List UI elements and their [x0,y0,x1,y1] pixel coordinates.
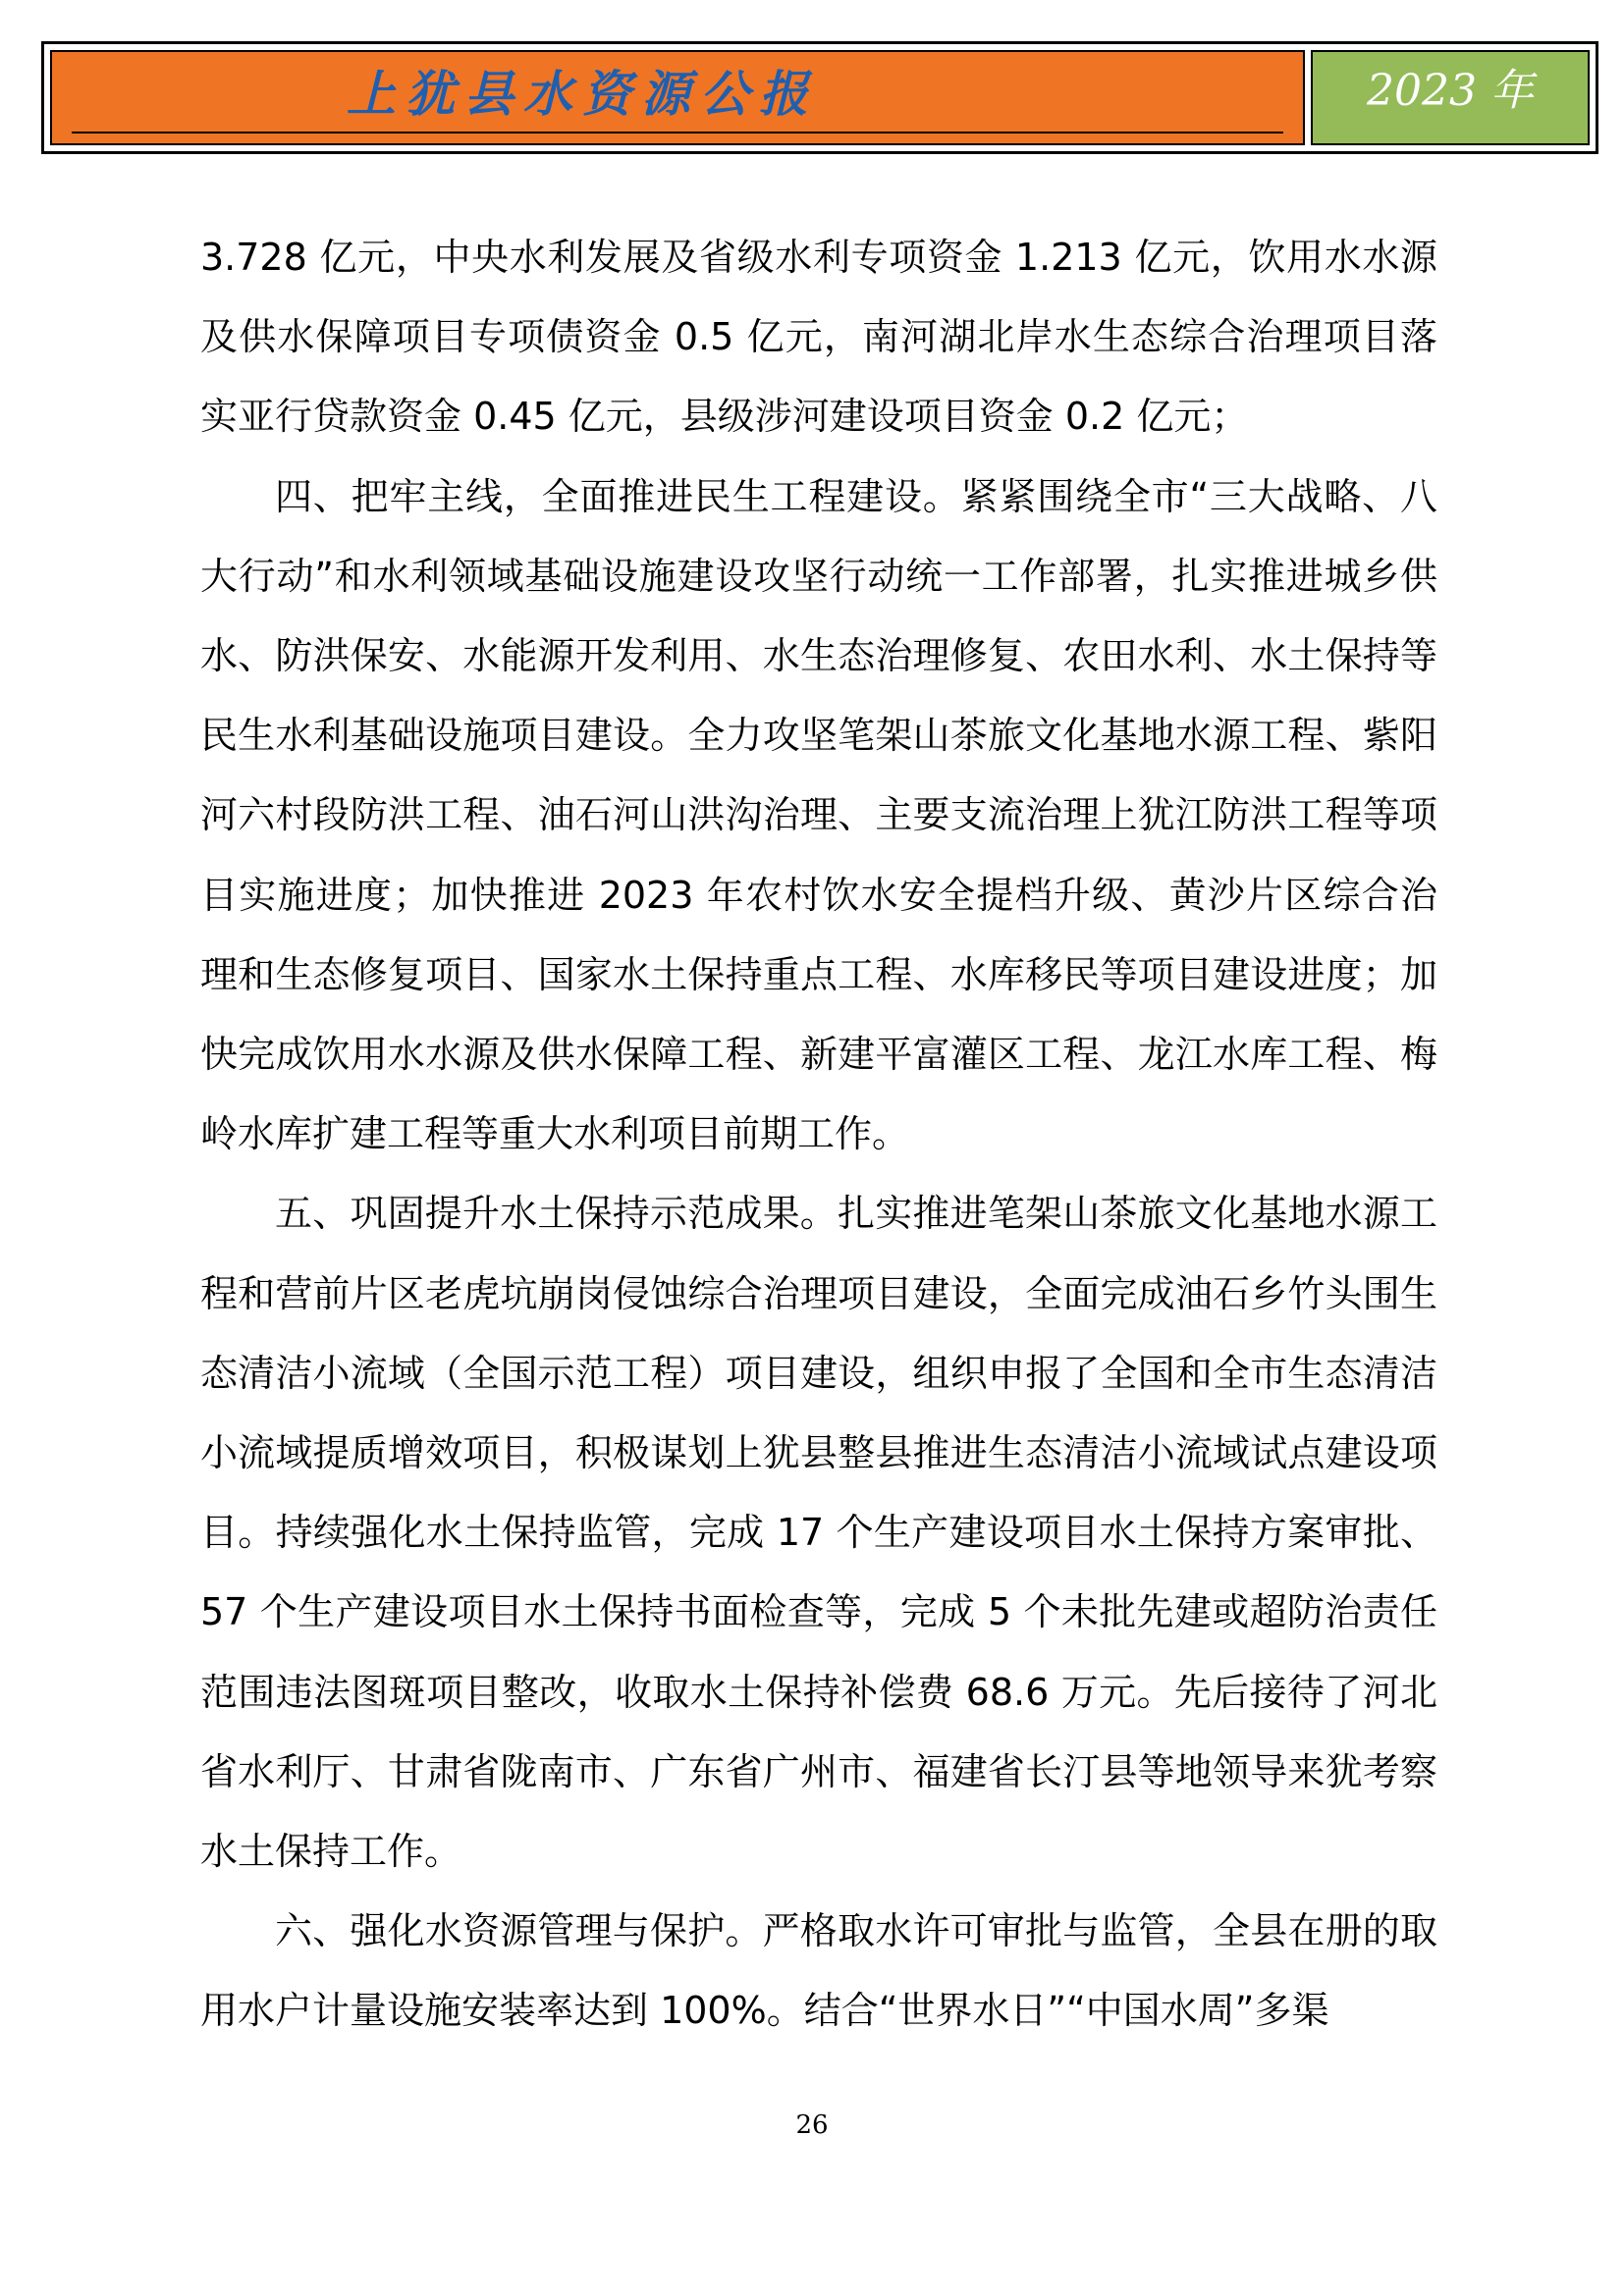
header-banner [41,41,1598,154]
header-inner [50,50,1590,145]
report-year: 2023 年 [1367,66,1534,116]
page-number: 26 [795,2110,829,2140]
year-box [1311,50,1590,145]
body-text [200,218,1437,2052]
paragraph-continued: 3.728 亿元，中央水利发展及省级水利专项资金 1.213 亿元，饮用水水源及供水保障项目专项债资金 0.5 亿元，南河湖北岸水生态综合治理项目落实亚行贷款资金 0.45 亿元，县级涉河建设项目资金 0.2 亿元； [200,236,1437,439]
title-underline [72,132,1283,133]
paragraph-section-4: 四、把牢主线，全面推进民生工程建设。紧紧围绕全市“三大战略、八大行动”和水利领域基础设施建设攻坚行动统一工作部署，扎实推进城乡供水、防洪保安、水能源开发利用、水生态治理修复、农田水利、水土保持等民生水利基础设施项目建设。全力攻坚笔架山茶旅文化基地水源工程、紫阳河六村段防洪工程、油石河山洪沟治理、主要支流治理上犹江防洪工程等项目实施进度；加快推进 2023 年农村饮水安全提档升级、黄沙片区综合治理和生态修复项目、国家水土保持重点工程、水库移民等项目建设进度；加快完成饮用水水源及供水保障工程、新建平富灌区工程、龙江水库工程、梅岭水库扩建工程等重大水利项目前期工作。 [200,474,1437,1156]
paragraph-section-6: 六、强化水资源管理与保护。严格取水许可审批与监管，全县在册的取用水户计量设施安装率达到 100%。结合“世界水日”“中国水周”多渠 [200,1909,1437,2033]
title-box [50,50,1305,145]
report-title: 上犹县水资源公报 [347,65,818,123]
paragraph-section-5: 五、巩固提升水土保持示范成果。扎实推进笔架山茶旅文化基地水源工程和营前片区老虎坑崩岗侵蚀综合治理项目建设，全面完成油石乡竹头围生态清洁小流域（全国示范工程）项目建设，组织申报了全国和全市生态清洁小流域提质增效项目，积极谋划上犹县整县推进生态清洁小流域试点建设项目。持续强化水土保持监管，完成 17 个生产建设项目水土保持方案审批、57 个生产建设项目水土保持书面检查等，完成 5 个未批先建或超防治责任范围违法图斑项目整改，收取水土保持补偿费 68.6 万元。先后接待了河北省水利厅、甘肃省陇南市、广东省广州市、福建省长汀县等地领导来犹考察水土保持工作。 [200,1192,1437,1874]
